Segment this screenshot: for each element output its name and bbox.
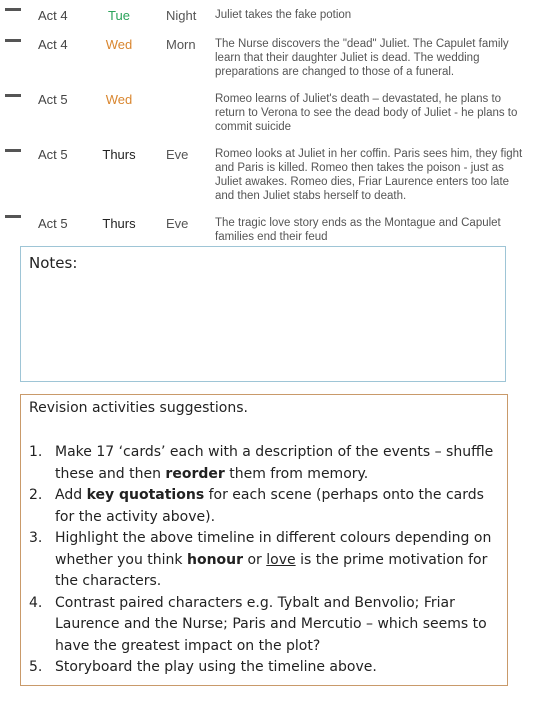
- dash-marker: [5, 39, 21, 42]
- day-label: Thurs: [102, 216, 136, 231]
- dash-marker: [5, 215, 21, 218]
- time-label: Morn: [166, 37, 196, 52]
- item-emphasis: reorder: [165, 465, 225, 482]
- time-label: Night: [166, 8, 197, 23]
- revision-item: [29, 528, 499, 593]
- item-number: 1.: [29, 444, 43, 460]
- day-label: Tue: [108, 8, 130, 23]
- item-text: Make 17 ‘cards’ each with a description of the events – shuffle these and then: [55, 444, 494, 482]
- day-label: Wed: [105, 92, 133, 107]
- act-label: Act 5: [38, 92, 68, 107]
- dash-marker: [5, 94, 21, 97]
- revision-item: [29, 485, 499, 528]
- act-label: Act 4: [38, 8, 68, 23]
- item-text: Storyboard the play using the timeline above.: [55, 659, 377, 675]
- item-number: 2.: [29, 487, 43, 503]
- notes-label: Notes:: [29, 254, 78, 272]
- event-description: The Nurse discovers the "dead" Juliet. The Capulet family learn that their daughter Juliet is dead. The wedding preparations are changed to those of a funeral.: [215, 38, 509, 78]
- dash-marker: [5, 8, 21, 11]
- item-text: for each scene (perhaps onto the cards for the activity above).: [55, 487, 484, 525]
- item-emphasis: honour: [186, 551, 244, 568]
- item-text: Highlight the above timeline in different colours depending on whether you think: [55, 530, 492, 568]
- revision-item: [29, 442, 499, 485]
- event-description: Romeo looks at Juliet in her coffin. Paris sees him, they fight and Paris is killed. Romeo then takes the poison - just as Juliet awakes. Romeo dies, Friar Laurence enters too late and then Juliet stabs herself to death.: [215, 148, 523, 202]
- event-description: Romeo learns of Juliet's death – devastated, he plans to return to Verona to see the dead body of Juliet - he plans to commit suicide: [215, 93, 518, 133]
- day-label: Thurs: [102, 147, 136, 162]
- item-text: or: [243, 551, 267, 568]
- event-description: The tragic love story ends as the Montague and Capulet families end their feud: [215, 217, 501, 243]
- day-label: Wed: [105, 37, 133, 52]
- revision-item: [29, 593, 499, 658]
- item-underline: love: [266, 551, 296, 568]
- item-text: them from memory.: [224, 465, 369, 482]
- event-description: Juliet takes the fake potion: [215, 9, 352, 21]
- item-emphasis: key quotations: [86, 487, 205, 503]
- act-label: Act 4: [38, 37, 68, 52]
- act-label: Act 5: [38, 216, 68, 231]
- item-number: 3.: [29, 530, 43, 546]
- dash-marker: [5, 149, 21, 152]
- revision-list: [29, 442, 499, 679]
- revision-box: [20, 394, 508, 686]
- time-label: Eve: [166, 147, 189, 162]
- item-number: 5.: [29, 659, 43, 675]
- item-number: 4.: [29, 594, 43, 611]
- revision-item: [29, 657, 499, 679]
- item-text: Contrast paired characters e.g. Tybalt and Benvolio; Friar Laurence and the Nurse; Paris and Mercutio – which seems to have the greatest impact on the plot?: [55, 594, 487, 654]
- item-text: is the prime motivation for the characters.: [55, 551, 488, 589]
- item-text: Add: [55, 487, 87, 503]
- time-label: Eve: [166, 216, 189, 231]
- notes-box[interactable]: [20, 246, 506, 382]
- act-label: Act 5: [38, 147, 68, 162]
- revision-title: Revision activities suggestions.: [29, 400, 248, 416]
